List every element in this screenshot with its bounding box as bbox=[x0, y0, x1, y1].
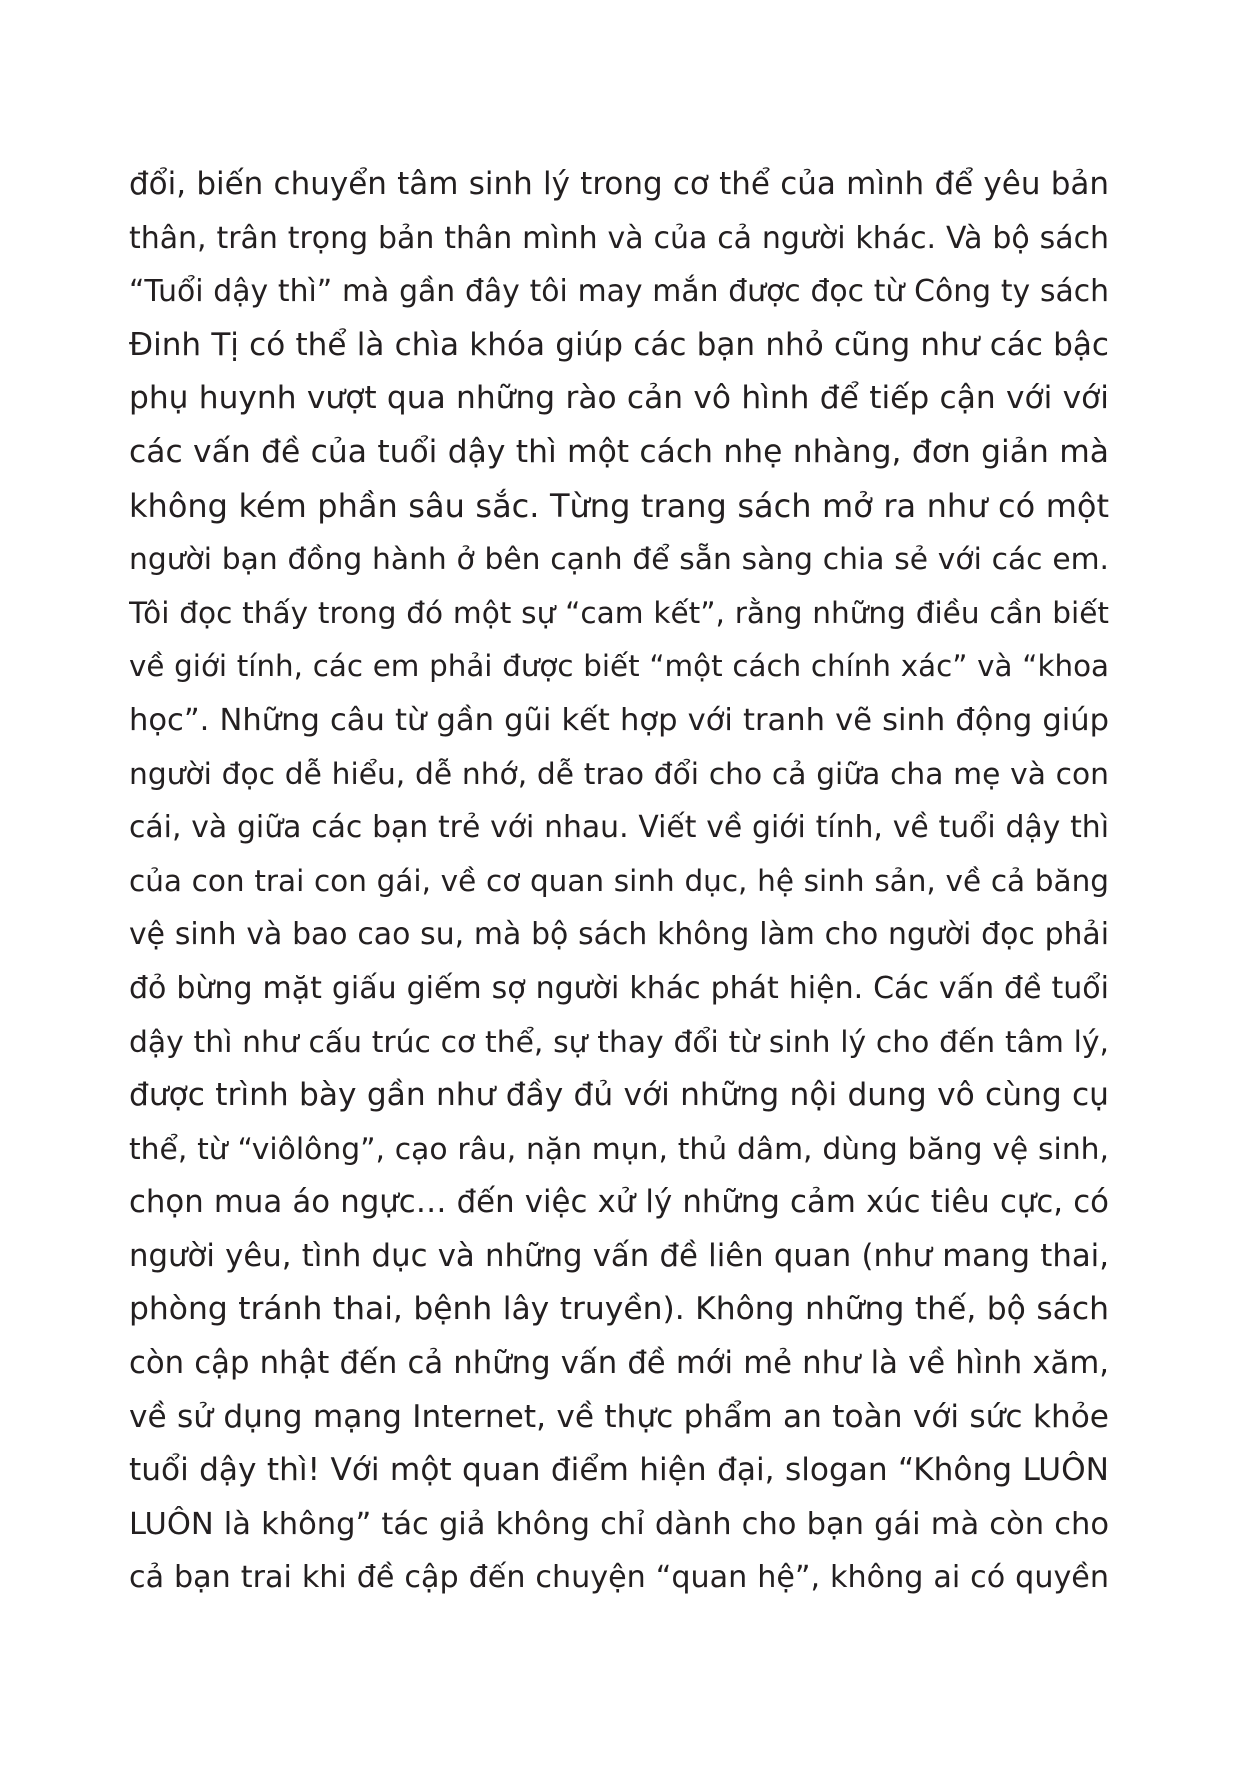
text-line: “Tuổi dậy thì” mà gần đây tôi may mắn được đọc từ Công ty sách bbox=[129, 274, 1109, 310]
text-line: dậy thì như cấu trúc cơ thể, sự thay đổi từ sinh lý cho đến tâm lý, bbox=[129, 1024, 1109, 1060]
text-line: đỏ bừng mặt giấu giếm sợ người khác phát hiện. Các vấn đề tuổi bbox=[129, 970, 1109, 1006]
text-line: học”. Những câu từ gần gũi kết hợp với tranh vẽ sinh động giúp bbox=[129, 702, 1109, 738]
text-line: đổi, biến chuyển tâm sinh lý trong cơ thể của mình để yêu bản bbox=[129, 166, 1109, 202]
text-line: về giới tính, các em phải được biết “một cách chính xác” và “khoa bbox=[129, 649, 1109, 684]
text-line: các vấn đề của tuổi dậy thì một cách nhẹ nhàng, đơn giản mà bbox=[129, 433, 1109, 470]
text-line: chọn mua áo ngực… đến việc xử lý những cảm xúc tiêu cực, có bbox=[129, 1184, 1109, 1221]
text-line: được trình bày gần như đầy đủ với những nội dung vô cùng cụ bbox=[129, 1077, 1109, 1114]
text-line: phụ huynh vượt qua những rào cản vô hình để tiếp cận với với bbox=[129, 380, 1109, 417]
text-line: thể, từ “viôlông”, cạo râu, nặn mụn, thủ dâm, dùng băng vệ sinh, bbox=[129, 1131, 1109, 1167]
text-line: người bạn đồng hành ở bên cạnh để sẵn sàng chia sẻ với các em. bbox=[129, 542, 1109, 578]
text-line: thân, trân trọng bản thân mình và của cả người khác. Và bộ sách bbox=[129, 220, 1109, 256]
text-line: cả bạn trai khi đề cập đến chuyện “quan hệ”, không ai có quyền bbox=[129, 1560, 1109, 1596]
text-line: không kém phần sâu sắc. Từng trang sách mở ra như có một bbox=[129, 486, 1109, 525]
text-line: LUÔN là không” tác giả không chỉ dành cho bạn gái mà còn cho bbox=[129, 1506, 1109, 1542]
text-line: người đọc dễ hiểu, dễ nhớ, dễ trao đổi cho cả giữa cha mẹ và con bbox=[129, 756, 1109, 792]
text-line: người yêu, tình dục và những vấn đề liên quan (như mang thai, bbox=[129, 1237, 1109, 1274]
text-line: phòng tránh thai, bệnh lây truyền). Không những thế, bộ sách bbox=[129, 1291, 1109, 1328]
text-line: cái, và giữa các bạn trẻ với nhau. Viết về giới tính, về tuổi dậy thì bbox=[129, 810, 1109, 846]
body-text bbox=[129, 158, 1109, 1605]
text-line: Tôi đọc thấy trong đó một sự “cam kết”, rằng những điều cần biết bbox=[129, 595, 1109, 630]
text-line: của con trai con gái, về cơ quan sinh dục, hệ sinh sản, về cả băng bbox=[129, 863, 1109, 898]
text-line: vệ sinh và bao cao su, mà bộ sách không làm cho người đọc phải bbox=[129, 917, 1109, 953]
text-line: còn cập nhật đến cả những vấn đề mới mẻ như là về hình xăm, bbox=[129, 1345, 1109, 1382]
text-line: về sử dụng mạng Internet, về thực phẩm an toàn với sức khỏe bbox=[129, 1398, 1109, 1435]
text-line: Đinh Tị có thể là chìa khóa giúp các bạn nhỏ cũng như các bậc bbox=[129, 326, 1109, 363]
text-line: tuổi dậy thì! Với một quan điểm hiện đại, slogan “Không LUÔN bbox=[129, 1452, 1109, 1489]
